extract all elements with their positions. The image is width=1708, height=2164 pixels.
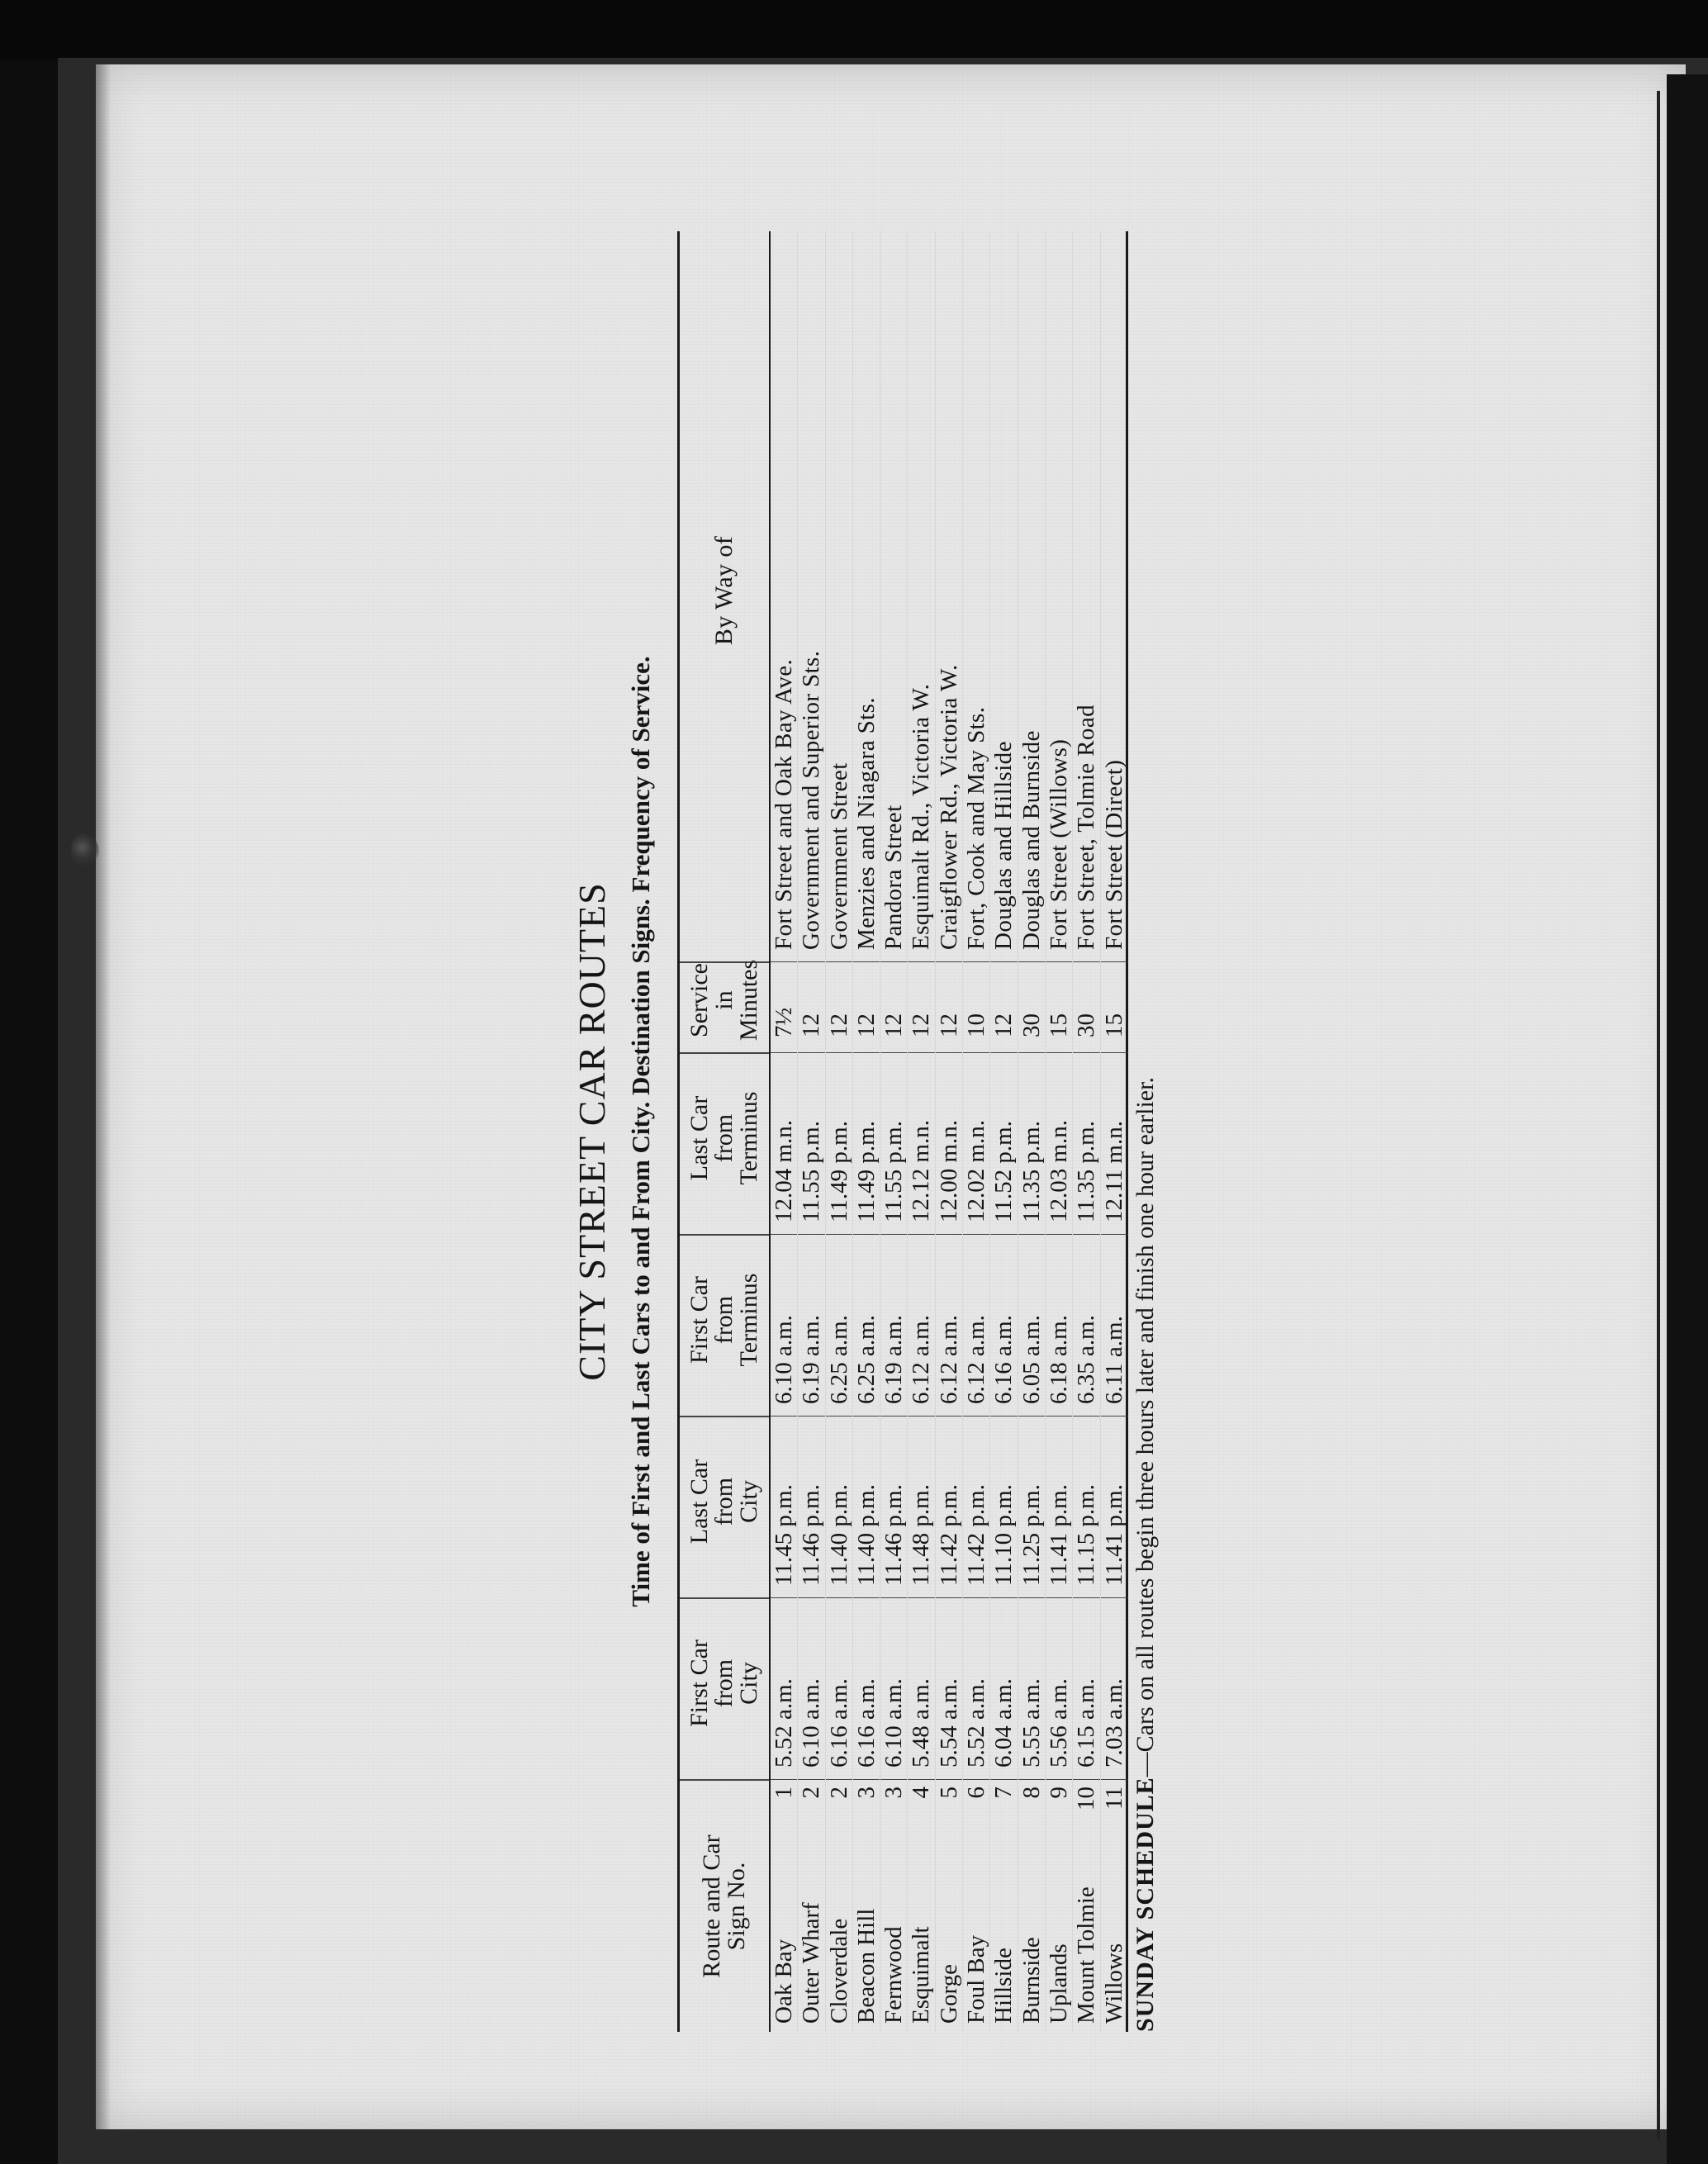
by-way-of: Pandora Street	[880, 231, 907, 962]
table-row	[880, 231, 908, 2032]
first-car-from-city: 6.04 a.m.	[990, 1598, 1017, 1780]
document-subtitle: Time of First and Last Cars to and From City. Destination Signs. Frequency of Service.	[626, 656, 655, 1607]
route-name: Cloverdale	[825, 1918, 852, 2024]
scan-top-border	[0, 0, 1708, 59]
route-name: Fernwood	[880, 1926, 908, 2024]
last-car-from-city: 11.46 p.m.	[798, 1417, 824, 1598]
first-car-from-city: 5.55 a.m.	[1018, 1598, 1045, 1780]
sunday-schedule-label: SUNDAY SCHEDULE	[1132, 1777, 1159, 2032]
first-car-from-terminus: 6.16 a.m.	[990, 1235, 1017, 1417]
last-car-from-terminus: 11.55 p.m.	[880, 1053, 907, 1235]
route-name: Mount Tolmie	[1073, 1886, 1100, 2024]
table-row	[990, 231, 1018, 2032]
ink-smudge	[71, 834, 99, 867]
service-minutes: 15	[1046, 962, 1072, 1053]
first-car-from-city: 6.10 a.m.	[880, 1598, 907, 1780]
by-way-of: Douglas and Hillside	[990, 231, 1017, 962]
route-name: Burnside	[1018, 1937, 1045, 2024]
col-header-way: By Way of	[680, 231, 769, 962]
sign-number: 7	[990, 1787, 1018, 1799]
first-car-from-terminus: 6.11 a.m.	[1101, 1235, 1127, 1417]
service-minutes: 30	[1073, 962, 1099, 1053]
first-car-from-city: 5.56 a.m.	[1046, 1598, 1072, 1780]
last-car-from-terminus: 12.12 m.n.	[908, 1053, 934, 1235]
route-name: Outer Wharf	[798, 1902, 825, 2024]
col-header-first-terminus: First Car from Terminus	[680, 1235, 769, 1417]
col-header-service: Service in Minutes	[680, 962, 769, 1053]
service-minutes: 15	[1101, 962, 1127, 1053]
service-minutes: 12	[853, 962, 880, 1053]
sunday-schedule-note	[1132, 231, 1160, 2032]
by-way-of: Government Street	[826, 231, 852, 962]
last-car-from-city: 11.48 p.m.	[908, 1417, 934, 1598]
table-row	[798, 231, 825, 2032]
service-minutes: 12	[908, 962, 934, 1053]
col-header-last-city: Last Car from City	[680, 1417, 769, 1598]
table-body	[771, 231, 1128, 2032]
service-minutes: 7½	[771, 962, 797, 1053]
last-car-from-terminus: 11.49 p.m.	[826, 1053, 852, 1235]
first-car-from-city: 5.54 a.m.	[936, 1598, 962, 1780]
sign-number: 11	[1100, 1787, 1127, 1810]
first-car-from-city: 6.16 a.m.	[826, 1598, 852, 1780]
table-row	[1101, 231, 1128, 2032]
last-car-from-city: 11.46 p.m.	[880, 1417, 907, 1598]
timetable-document	[562, 182, 1173, 2081]
by-way-of: Craigflower Rd., Victoria W.	[936, 231, 962, 962]
service-minutes: 10	[963, 962, 989, 1053]
table-row	[1073, 231, 1100, 2032]
service-minutes: 12	[880, 962, 907, 1053]
table-row	[853, 231, 880, 2032]
by-way-of: Government and Superior Sts.	[798, 231, 824, 962]
sunday-schedule-text: —Cars on all routes begin three hours later and finish one hour earlier.	[1132, 1077, 1159, 1777]
route-name: Uplands	[1045, 1943, 1072, 2024]
service-minutes: 12	[936, 962, 962, 1053]
document-title: CITY STREET CAR ROUTES	[571, 882, 613, 1381]
last-car-from-terminus: 12.02 m.n.	[963, 1053, 989, 1235]
sign-number: 4	[908, 1787, 935, 1799]
first-car-from-city: 7.03 a.m.	[1101, 1598, 1127, 1780]
sign-number: 8	[1018, 1787, 1045, 1799]
last-car-from-terminus: 11.35 p.m.	[1073, 1053, 1099, 1235]
last-car-from-terminus: 12.03 m.n.	[1046, 1053, 1072, 1235]
last-car-from-city: 11.42 p.m.	[936, 1417, 962, 1598]
first-car-from-terminus: 6.25 a.m.	[853, 1235, 880, 1417]
route-name: Oak Bay	[771, 1939, 797, 2024]
route-name: Willows	[1100, 1943, 1127, 2024]
sign-number: 1	[771, 1787, 797, 1799]
first-car-from-terminus: 6.18 a.m.	[1046, 1235, 1072, 1417]
by-way-of: Fort Street and Oak Bay Ave.	[771, 231, 797, 962]
last-car-from-city: 11.40 p.m.	[826, 1417, 852, 1598]
first-car-from-terminus: 6.12 a.m.	[963, 1235, 989, 1417]
first-car-from-city: 5.52 a.m.	[771, 1598, 797, 1780]
service-minutes: 12	[798, 962, 824, 1053]
first-car-from-terminus: 6.19 a.m.	[880, 1235, 907, 1417]
first-car-from-city: 5.52 a.m.	[963, 1598, 989, 1780]
col-header-route: Route and Car Sign No.	[680, 1780, 769, 2032]
last-car-from-terminus: 11.52 p.m.	[990, 1053, 1017, 1235]
sign-number: 9	[1045, 1787, 1072, 1799]
first-car-from-terminus: 6.35 a.m.	[1073, 1235, 1099, 1417]
last-car-from-terminus: 12.04 m.n.	[771, 1053, 797, 1235]
gutter-line	[1657, 91, 1660, 2139]
table-row	[1046, 231, 1073, 2032]
first-car-from-terminus: 6.12 a.m.	[908, 1235, 934, 1417]
sign-number: 2	[825, 1787, 852, 1799]
table-row	[1018, 231, 1046, 2032]
sign-number: 10	[1073, 1787, 1100, 1810]
by-way-of: Fort Street (Direct)	[1101, 231, 1127, 962]
route-name: Foul Bay	[963, 1934, 990, 2024]
last-car-from-terminus: 12.11 m.n.	[1101, 1053, 1127, 1235]
service-minutes: 12	[990, 962, 1017, 1053]
by-way-of: Douglas and Burnside	[1018, 231, 1045, 962]
route-name: Esquimalt	[908, 1926, 935, 2024]
sign-number: 3	[880, 1787, 908, 1799]
last-car-from-terminus: 12.00 m.n.	[936, 1053, 962, 1235]
by-way-of: Fort, Cook and May Sts.	[963, 231, 989, 962]
last-car-from-city: 11.10 p.m.	[990, 1417, 1017, 1598]
table-row	[908, 231, 935, 2032]
first-car-from-city: 6.10 a.m.	[798, 1598, 824, 1780]
service-minutes: 12	[826, 962, 852, 1053]
col-header-first-city: First Car from City	[680, 1598, 769, 1780]
route-name: Gorge	[935, 1964, 962, 2024]
first-car-from-terminus: 6.10 a.m.	[771, 1235, 797, 1417]
table-header-row	[680, 231, 771, 2032]
first-car-from-terminus: 6.25 a.m.	[826, 1235, 852, 1417]
last-car-from-terminus: 11.35 p.m.	[1018, 1053, 1045, 1235]
first-car-from-city: 6.15 a.m.	[1073, 1598, 1099, 1780]
last-car-from-terminus: 11.55 p.m.	[798, 1053, 824, 1235]
by-way-of: Menzies and Niagara Sts.	[853, 231, 880, 962]
last-car-from-city: 11.42 p.m.	[963, 1417, 989, 1598]
first-car-from-terminus: 6.05 a.m.	[1018, 1235, 1045, 1417]
last-car-from-city: 11.41 p.m.	[1046, 1417, 1072, 1598]
table-row	[963, 231, 990, 2032]
sign-number: 2	[798, 1787, 825, 1799]
first-car-from-terminus: 6.12 a.m.	[936, 1235, 962, 1417]
last-car-from-city: 11.41 p.m.	[1101, 1417, 1127, 1598]
col-header-last-terminus: Last Car from Terminus	[680, 1053, 769, 1235]
service-minutes: 30	[1018, 962, 1045, 1053]
by-way-of: Fort Street (Willows)	[1046, 231, 1072, 962]
by-way-of: Fort Street, Tolmie Road	[1073, 231, 1099, 962]
table-row	[826, 231, 853, 2032]
by-way-of: Esquimalt Rd., Victoria W.	[908, 231, 934, 962]
table-row	[771, 231, 798, 2032]
binding-gutter	[1667, 74, 1708, 2164]
sign-number: 3	[852, 1787, 880, 1799]
table-row	[936, 231, 963, 2032]
last-car-from-city: 11.45 p.m.	[771, 1417, 797, 1598]
route-name: Hillside	[990, 1948, 1018, 2024]
last-car-from-city: 11.40 p.m.	[853, 1417, 880, 1598]
first-car-from-city: 6.16 a.m.	[853, 1598, 880, 1780]
routes-table	[677, 231, 1128, 2032]
sign-number: 6	[963, 1787, 990, 1799]
first-car-from-terminus: 6.19 a.m.	[798, 1235, 824, 1417]
sign-number: 5	[935, 1787, 962, 1799]
first-car-from-city: 5.48 a.m.	[908, 1598, 934, 1780]
route-name: Beacon Hill	[852, 1908, 880, 2024]
last-car-from-city: 11.25 p.m.	[1018, 1417, 1045, 1598]
last-car-from-terminus: 11.49 p.m.	[853, 1053, 880, 1235]
page-edge-shadow	[96, 64, 111, 2129]
last-car-from-city: 11.15 p.m.	[1073, 1417, 1099, 1598]
